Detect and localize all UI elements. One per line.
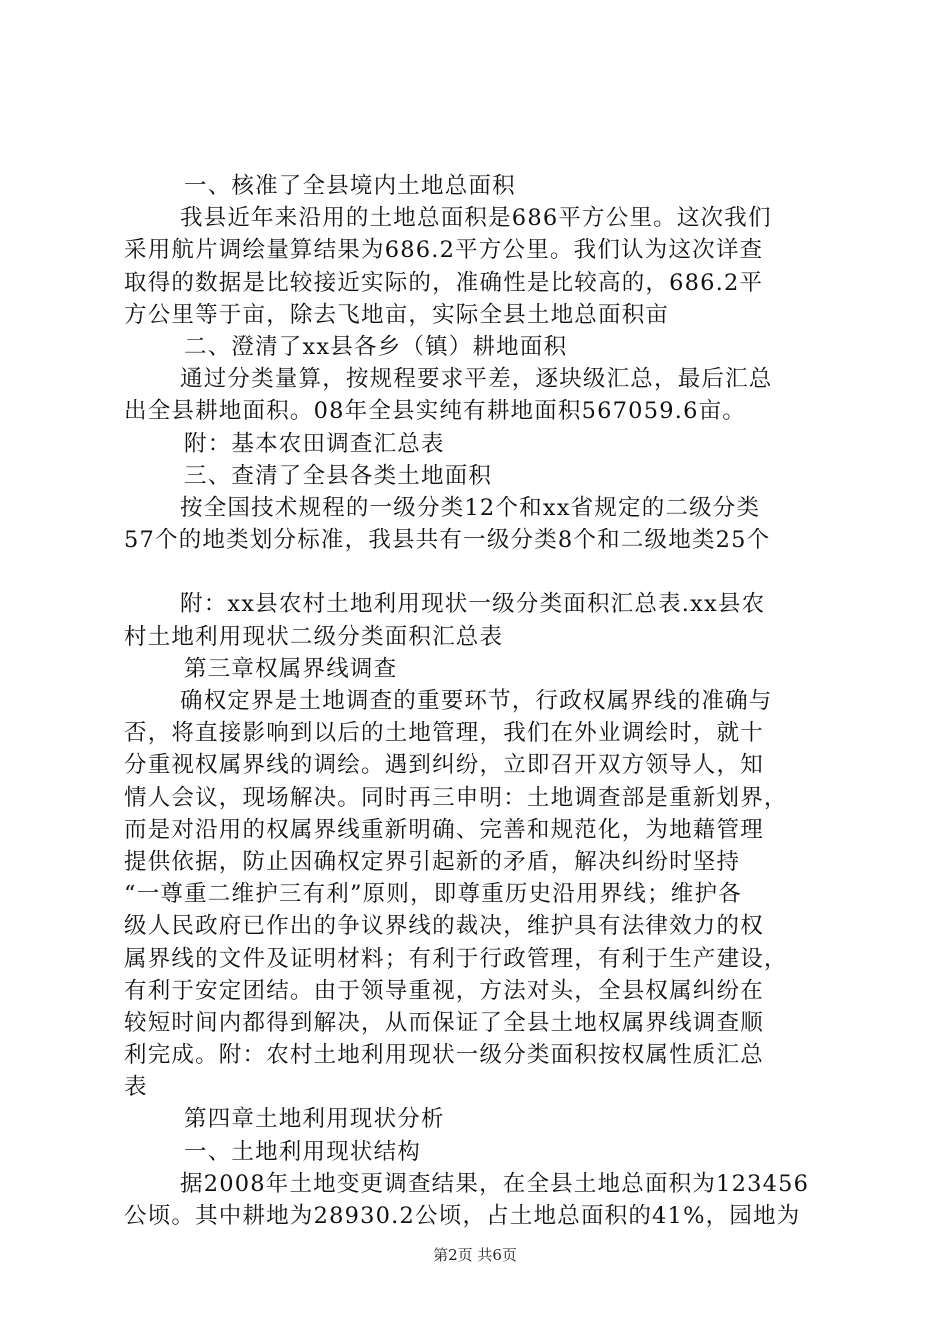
section-heading: 一、土地利用现状结构: [184, 1138, 422, 1165]
chapter-heading: 第四章土地利用现状分析: [184, 1106, 445, 1133]
page-number-footer: 第2页 共6页: [433, 1246, 517, 1264]
paragraph-line: 确权定界是土地调查的重要环节，行政权属界线的准确与: [180, 688, 773, 714]
blank-line: [124, 556, 836, 588]
paragraph-line: 表: [124, 1074, 148, 1101]
document-body: [124, 170, 836, 1232]
paragraph-line: 分重视权属界线的调绘。遇到纠纷，立即召开双方领导人，知: [124, 752, 764, 779]
paragraph-line: 出全县耕地面积。08年全县实纯有耕地面积567059.6亩。: [124, 398, 746, 425]
paragraph-line: 村土地利用现状二级分类面积汇总表: [124, 623, 504, 650]
paragraph-line: 据2008年土地变更调查结果，在全县土地总面积为123456: [180, 1170, 810, 1197]
paragraph-line: 否，将直接影响到以后的土地管理，我们在外业调绘时，就十: [124, 720, 764, 747]
section-heading: 二、澄清了xx县各乡（镇）耕地面积: [184, 333, 568, 360]
paragraph-line: 利完成。附：农村土地利用现状一级分类面积按权属性质汇总: [124, 1042, 764, 1069]
appendix-note: 附：基本农田调查汇总表: [184, 430, 445, 457]
paragraph-line: 公顷。其中耕地为28930.2公顷，占土地总面积的41%，园地为: [124, 1203, 801, 1229]
paragraph-line: 我县近年来沿用的土地总面积是686平方公里。这次我们: [180, 205, 772, 232]
paragraph-line: 情人会议，现场解决。同时再三申明：土地调查部是重新划界，: [124, 784, 788, 811]
paragraph-line: 较短时间内都得到解决，从而保证了全县土地权属界线调查顺: [124, 1009, 764, 1036]
chapter-heading: 第三章权属界线调查: [184, 655, 398, 682]
paragraph-line: 有利于安定团结。由于领导重视，方法对头，全县权属纠纷在: [124, 977, 764, 1004]
paragraph-line: “一尊重二维护三有利”原则，即尊重历史沿用界线；维护各: [124, 881, 742, 908]
paragraph-line: 提供依据，防止因确权定界引起新的矛盾，解决纠纷时坚持: [124, 848, 741, 875]
section-heading: 三、查清了全县各类土地面积: [184, 462, 493, 489]
paragraph-line: 属界线的文件及证明材料；有利于行政管理，有利于生产建设，: [124, 945, 788, 972]
appendix-note: 附：xx县农村土地利用现状一级分类面积汇总表.xx县农: [180, 591, 766, 618]
paragraph-line: 方公里等于亩，除去飞地亩，实际全县土地总面积亩: [124, 301, 670, 328]
paragraph-line: 采用航片调绘量算结果为686.2平方公里。我们认为这次详查: [124, 237, 764, 264]
section-heading: 一、核准了全县境内土地总面积: [184, 173, 516, 199]
paragraph-line: 级人民政府已作出的争议界线的裁决，维护具有法律效力的权: [124, 913, 764, 940]
paragraph-line: 通过分类量算，按规程要求平差，逐块级汇总，最后汇总: [180, 366, 773, 393]
paragraph-line: 57个的地类划分标准，我县共有一级分类8个和二级地类25个: [124, 527, 771, 554]
paragraph-line: 取得的数据是比较接近实际的，准确性是比较高的，686.2平: [124, 269, 764, 296]
paragraph-line: 按全国技术规程的一级分类12个和xx省规定的二级分类: [180, 494, 761, 521]
paragraph-line: 而是对沿用的权属界线重新明确、完善和规范化，为地藉管理: [124, 816, 764, 843]
